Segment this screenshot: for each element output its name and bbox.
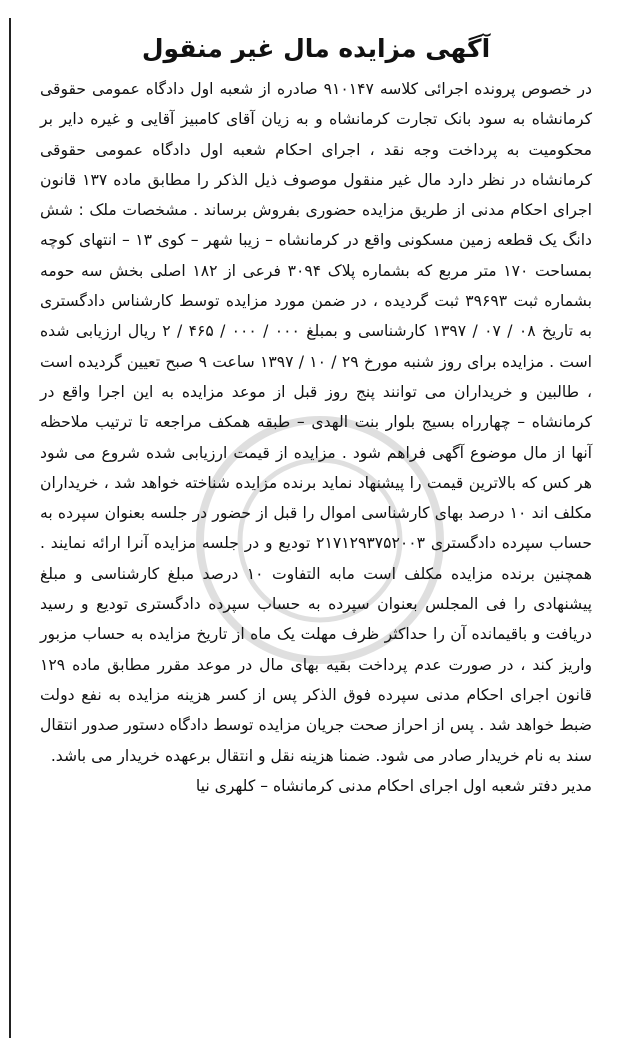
auction-notice (40, 32, 592, 801)
notice-title: آگهی مزایده مال غیر منقول (141, 34, 491, 63)
column-divider-line (9, 18, 11, 1038)
notice-body: در خصوص پرونده اجرائی کلاسه ۹۱۰۱۴۷ صادره از شعبه اول دادگاه عمومی حقوقی کرمانشاه به سود بانک تجارت کرمانشاه و به زیان آقای کامبیز آقایی و غیره دایر بر محکومیت به پرداخت وجه نقد ، اجرای احکام شعبه اول دادگاه عمومی حقوقی کرمانشاه در نظر دارد مال غیر منقول موصوف ذیل الذکر را مطابق ماده ۱۳۷ قانون اجرای احکام مدنی از طریق مزایده حضوری بفروش برساند . مشخصات ملک : شش دانگ یک قطعه زمین مسکونی واقع در کرمانشاه – زیبا شهر – کوی ۱۳ – انتهای کوچه بمساحت ۱۷۰ متر مربع که بشماره پلاک ۳۰۹۴ فرعی از ۱۸۲ اصلی بخش سه حومه بشماره ثبت ۳۹۶۹۳ ثبت گردیده ، در ضمن مورد مزایده توسط کارشناس دادگستری به تاریخ ۰۸ / ۰۷ / ۱۳۹۷ کارشناسی و بمبلغ ۰۰۰ / ۰۰۰ / ۴۶۵ / ۲ ریال ارزیابی شده است . مزایده برای روز شنبه مورخ ۲۹ / ۱۰ / ۱۳۹۷ ساعت ۹ صبح تعیین گردیده است ، طالبین و خریداران می توانند پنج روز قبل از موعد مزایده به این اجرا واقع در کرمانشاه – چهارراه بسیج بلوار بنت الهدی – طبقه همکف مراجعه تا ترتیب ملاحظه آنها از مال موضوع آگهی فراهم شود . مزایده از قیمت ارزیابی شده شروع می شود هر کس که بالاترین قیمت را پیشنهاد نماید برنده مزایده شناخته خواهد شد ، خریداران مکلف اند ۱۰ درصد بهای کارشناسی اموال را قبل از حضور در جلسه بعنوان سپرده به حساب سپرده دادگستری ۲۱۷۱۲۹۳۷۵۲۰۰۳ توديع و در جلسه مزایده آنرا ارائه نمایند . همچنین برنده مزایده مکلف است مابه التفاوت ۱۰ درصد مبلغ کارشناسی و مبلغ پیشنهادی را فی المجلس بعنوان سپرده به حساب سپرده دادگستری توديع و رسید دریافت و باقیمانده آن را حداکثر ظرف مهلت یک ماه از تاریخ مزایده به حساب مزبور واریز کند ، در صورت عدم پرداخت بقیه بهای مال در موعد مقرر مطابق ماده ۱۲۹ قانون اجرای احکام مدنی سپرده فوق الذکر پس از کسر هزینه مزایده به نفع دولت ضبط خواهد شد . پس از احراز صحت جریان مزایده توسط دادگاه دستور صدور انتقال سند به نام خریدار صادر می شود. ضمنا هزینه نقل و انتقال برعهده خریدار می باشد. (40, 80, 593, 765)
notice-signature: مدیر دفتر شعبه اول اجرای احکام مدنی کرمانشاه – کلهری نیا (195, 776, 592, 795)
